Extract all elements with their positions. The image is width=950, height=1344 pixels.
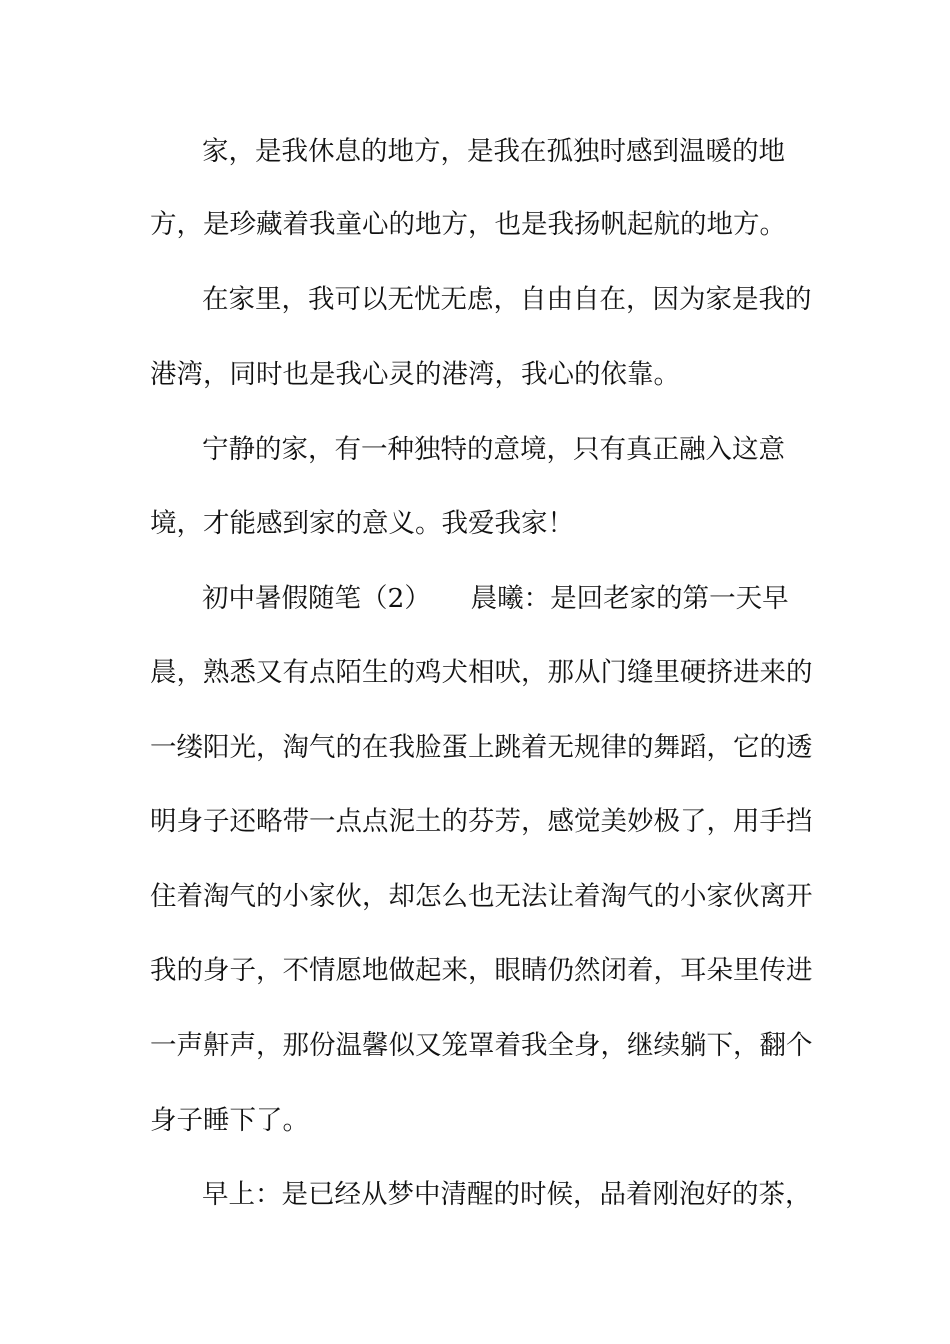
text-line: 晨，熟悉又有点陌生的鸡犬相吠，那从门缝里硬挤进来的 (150, 657, 813, 688)
text-line: 我的身子，不情愿地做起来，眼睛仍然闭着，耳朵里传进 (150, 955, 813, 986)
text-line: 方，是珍藏着我童心的地方，也是我扬帆起航的地方。 (150, 209, 786, 240)
text-line: 家，是我休息的地方，是我在孤独时感到温暖的地 (202, 136, 785, 167)
text-line: 一缕阳光，淘气的在我脸蛋上跳着无规律的舞蹈，它的透 (150, 732, 813, 763)
text-line: 一声鼾声，那份温馨似又笼罩着我全身，继续躺下，翻个 (150, 1030, 813, 1061)
text-line: 早上：是已经从梦中清醒的时候，品着刚泡好的茶， (202, 1179, 812, 1210)
text-line: 境，才能感到家的意义。我爱我家！ (150, 508, 574, 539)
text-line: 身子睡下了。 (150, 1105, 309, 1136)
text-line: 明身子还略带一点点泥土的芬芳，感觉美妙极了，用手挡 (150, 806, 813, 837)
text-line: 宁静的家，有一种独特的意境，只有真正融入这意 (202, 434, 785, 465)
text-line: 住着淘气的小家伙，却怎么也无法让着淘气的小家伙离开 (150, 881, 813, 912)
text-line: 在家里，我可以无忧无虑，自由自在，因为家是我的 (202, 284, 812, 315)
text-line: 港湾，同时也是我心灵的港湾，我心的依靠。 (150, 359, 680, 390)
text-line: 初中暑假随笔（2） 晨曦：是回老家的第一天早 (202, 583, 789, 614)
